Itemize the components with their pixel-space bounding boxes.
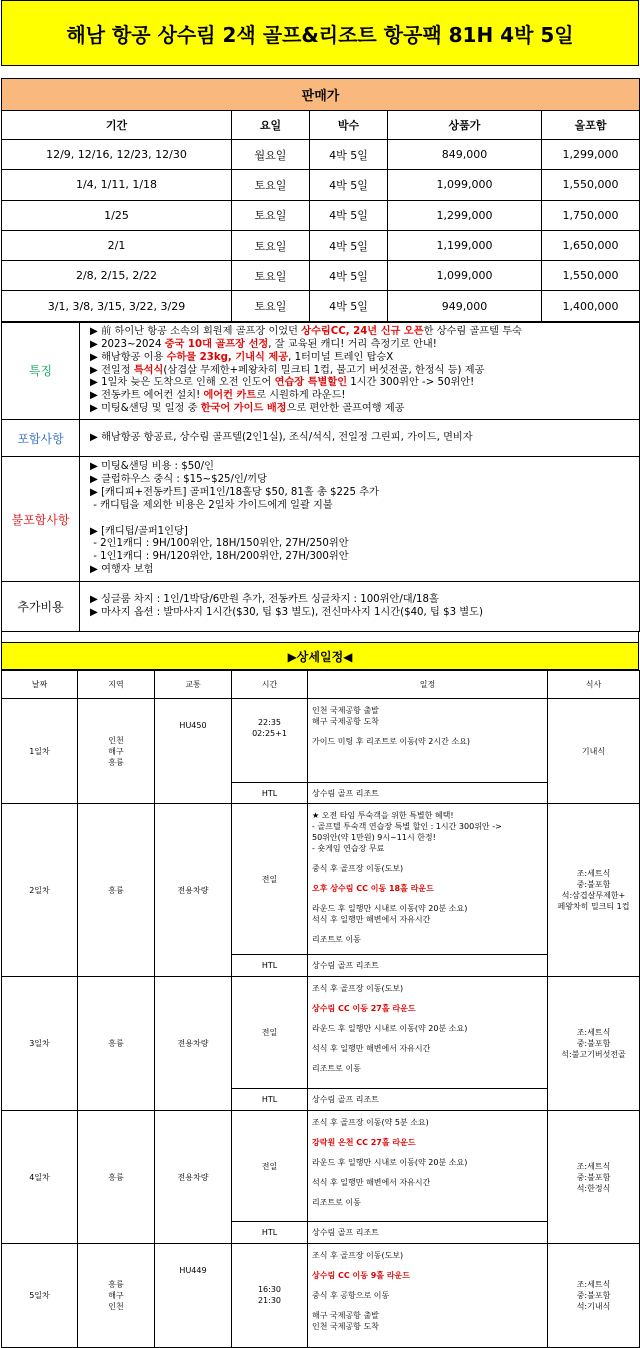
price-cell: 1,400,000 [542,291,640,321]
itinerary-transport: HU449 [155,1244,232,1348]
extra-line: ▶ 마사지 옵션 : 발마사지 1시간($30, 팁 $3 별도), 전신마사지 1시간($40, 팁 $3 별도) [90,606,483,618]
itinerary-column-header: 식사 [548,671,640,699]
price-cell: 토요일 [232,200,310,230]
excluded-line [90,513,633,526]
schedule-item: 석식 후 일행만 해변에서 자유시간 [312,1044,431,1054]
itinerary-transport: 전용차량 [155,1111,232,1244]
extra-line: ▶ 싱글룸 차지 : 1인/1박당/6만원 추가, 전동카트 싱글차지 : 100위안/대/18홀 [90,593,439,605]
feature-text: ▶ 1일차 늦은 도착으로 인해 오전 인도어 [90,377,275,389]
itinerary-column-header: 일정 [308,671,548,699]
schedule-item: 상수림 CC 이동 9홀 라운드 [312,1271,411,1281]
feature-highlight: 특석식 [133,364,164,376]
itinerary-schedule [308,977,548,1089]
feature-line [90,326,633,339]
itinerary-schedule [308,804,548,955]
itinerary-day: 3일차 [2,977,78,1111]
features-list [80,322,640,419]
itinerary-meal: 조:세트식 중:불포함 석:기내식 [548,1244,640,1348]
hotel-label: HTL [232,955,308,977]
itinerary-day: 1일차 [2,699,78,804]
price-row [2,291,640,321]
itinerary-transport: 전용차량 [155,804,232,977]
schedule-item: 인천 국제공항 출발 해구 국제공항 도착 [312,706,379,727]
feature-highlight: 상수림CC, 24년 신규 오픈 [301,325,424,337]
extra-list [80,582,640,632]
excluded-line: - 1인1캐디 : 9H/120위안, 18H/200위안, 27H/300위안 [90,551,349,563]
price-row [2,140,640,170]
price-cell: 12/9, 12/16, 12/23, 12/30 [2,140,232,170]
price-cell: 1,099,000 [388,170,542,200]
feature-line [90,377,633,390]
price-cell: 1,299,000 [542,140,640,170]
feature-highlight: 에어컨 카트 [203,390,257,402]
excluded-line: ▶ [캐디피+전동카트] 골퍼1인/18홀당 $50, 81홀 총 $225 추가 [90,486,379,498]
price-cell: 토요일 [232,170,310,200]
schedule-item: 조식 후 골프장 이동(약 5분 소요) [312,1118,429,1128]
price-cell: 4박 5일 [310,140,388,170]
price-row [2,170,640,200]
price-cell: 1,099,000 [388,261,542,291]
price-cell: 2/8, 2/15, 2/22 [2,261,232,291]
feature-text: ▶ 전동카트 에어컨 설치! [90,390,204,402]
feature-line [90,365,633,378]
itinerary-meal: 조:세트식 중:불포함 석:한정식 [548,1111,640,1244]
price-column-header: 상품가 [388,111,542,140]
schedule-item: 오후 상수림 CC 이동 18홀 라운드 [312,884,434,894]
itinerary-schedule [308,1111,548,1222]
hotel-label: HTL [232,783,308,804]
itinerary-region: 흥륭 [78,977,155,1111]
feature-text: ▶ 2023~2024 [90,338,165,350]
feature-text: ▶ 해남항공 이용 [90,351,167,363]
price-cell: 토요일 [232,230,310,260]
price-cell: 2/1 [2,230,232,260]
schedule-item: 중식 후 골프장 이동(도보) [312,864,404,874]
feature-text: ▶ 전일정 [90,364,134,376]
itinerary-schedule [308,1244,548,1348]
price-row [2,200,640,230]
itinerary-schedule [308,699,548,783]
schedule-item: 라운드 후 일행만 시내로 이동(약 20분 소요) 석식 후 일행만 해변에서 자유시간 [312,904,468,925]
feature-text: (삼겹살 무제한+페왕차히 밀크티 1컵, 불고기 버섯전골, 한정식 등) 제공 [163,364,485,376]
page [1,0,639,1348]
hotel-name: 상수림 골프 리조트 [308,1222,548,1244]
itinerary-day-row [2,977,640,1089]
feature-text: , 1터미널 트레인 탑승X [288,351,394,363]
schedule-item: 리조트로 이동 [312,1064,361,1074]
itinerary-time: 16:30 21:30 [232,1244,308,1348]
included-label: 포함사항 [2,420,80,457]
itinerary-day-row [2,699,640,783]
excluded-line: ▶ [캐디팁/골퍼1인당] [90,525,188,537]
itinerary-meal: 조:세트식 중:불포함 석:삼겹살무제한+ 페왕차히 밀크티 1컵 [548,804,640,977]
price-cell: 4박 5일 [310,291,388,321]
feature-line [90,352,633,365]
feature-highlight: 연습장 특별할인 [274,377,348,389]
schedule-item: 조식 후 골프장 이동(도보) [312,1251,404,1261]
price-cell: 949,000 [388,291,542,321]
price-cell: 1,750,000 [542,200,640,230]
price-cell: 1,550,000 [542,261,640,291]
itinerary-day-row [2,1244,640,1348]
spacer [1,66,639,78]
info-table [1,322,640,632]
feature-text: ▶ 前 하이난 항공 소속의 회원제 골프장 이었던 [90,325,302,337]
schedule-item: 중식 후 공항으로 이동 [312,1291,390,1301]
itinerary-time: 22:35 02:25+1 [232,699,308,783]
schedule-item: 해구 국제공항 출발 인천 국제공항 도착 [312,1311,379,1332]
extra-label: 추가비용 [2,582,80,632]
excluded-line: ▶ 미팅&샌딩 비용 : $50/인 [90,461,214,473]
price-cell: 4박 5일 [310,261,388,291]
price-table [1,78,640,322]
price-column-header: 박수 [310,111,388,140]
features-label: 특징 [2,322,80,419]
itinerary-transport: HU450 [155,699,232,804]
feature-highlight: 중국 10대 골프장 선정 [164,338,269,350]
feature-highlight: 수하물 23kg, 기내식 제공 [166,351,289,363]
feature-line [90,403,633,416]
itinerary-day-row [2,1111,640,1222]
itinerary-time: 전일 [232,804,308,955]
price-cell: 월요일 [232,140,310,170]
itinerary-meal: 조:세트식 중:불포함 석:불고기버섯전골 [548,977,640,1111]
hotel-name: 상수림 골프 리조트 [308,1089,548,1111]
schedule-item: 리조트로 이동 [312,935,361,945]
schedule-item: 상수림 CC 이동 27홀 라운드 [312,1004,416,1014]
price-column-header: 기간 [2,111,232,140]
feature-text: 으로 편안한 골프여행 제공 [286,403,405,415]
schedule-item: 강락원 온천 CC 27홀 라운드 [312,1138,416,1148]
price-cell: 1/25 [2,200,232,230]
excluded-line: - 2인1캐디 : 9H/100위안, 18H/150위안, 27H/250위안 [90,538,349,550]
price-column-header: 올포함 [542,111,640,140]
hotel-name: 상수림 골프 리조트 [308,955,548,977]
schedule-item: ★ 오전 타임 투숙객을 위한 특별한 혜택! - 골프텔 투숙객 연습장 특별 할인 : 1시간 300위안 -> 50위안(약 1만원) 9시~11시 한정! - 숏게임 연습장 무료 [312,811,502,854]
itinerary-column-header: 지역 [78,671,155,699]
itinerary-day: 5일차 [2,1244,78,1348]
price-cell: 1,550,000 [542,170,640,200]
excluded-list [80,457,640,582]
excluded-label: 불포함사항 [2,457,80,582]
itinerary-region: 인천 해구 흥륭 [78,699,155,804]
feature-text: , 잘 교육된 캐디! 거리 측정기로 안내! [268,338,437,350]
price-cell: 849,000 [388,140,542,170]
price-cell: 1,650,000 [542,230,640,260]
feature-line [90,339,633,352]
itinerary-transport: 전용차량 [155,977,232,1111]
price-cell: 토요일 [232,261,310,291]
schedule-item: 가이드 미팅 후 리조트로 이동(약 2시간 소요) [312,737,470,747]
price-cell: 4박 5일 [310,200,388,230]
price-cell: 4박 5일 [310,230,388,260]
itinerary-meal: 기내식 [548,699,640,804]
itinerary-day-row [2,804,640,955]
price-cell: 4박 5일 [310,170,388,200]
itinerary-time: 전일 [232,1111,308,1222]
page-title: 해남 항공 상수림 2색 골프&리조트 항공팩 81H 4박 5일 [1,0,639,66]
itinerary-column-header: 교통 [155,671,232,699]
excluded-line: ▶ 클럽하우스 중식 : $15~$25/인/끼당 [90,473,267,485]
itinerary-column-header: 날짜 [2,671,78,699]
feature-text: 로 시원하게 라운드! [256,390,346,402]
hotel-name: 상수림 골프 리조트 [308,783,548,804]
schedule-item: 라운드 후 일행만 시내로 이동(약 20분 소요) [312,1158,468,1168]
price-cell: 1,199,000 [388,230,542,260]
price-header: 판매가 [2,79,640,111]
excluded-line: - 캐디팁을 제외한 비용은 2일차 가이드에게 일괄 지불 [90,499,333,511]
feature-highlight: 한국어 가이드 배정 [200,403,287,415]
price-cell: 1/4, 1/11, 1/18 [2,170,232,200]
hotel-label: HTL [232,1222,308,1244]
itinerary-column-header: 시간 [232,671,308,699]
hotel-label: HTL [232,1089,308,1111]
itinerary-region: 흥륭 [78,804,155,977]
excluded-line: ▶ 여행자 보험 [90,564,154,576]
itinerary-day: 2일차 [2,804,78,977]
itinerary-time: 전일 [232,977,308,1089]
price-column-header: 요일 [232,111,310,140]
schedule-item: 라운드 후 일행만 시내로 이동(약 20분 소요) [312,1024,468,1034]
included-text: ▶ 해남항공 항공료, 상수림 골프텔(2인1실), 조식/석식, 전일정 그린피, 가이드, 면비자 [80,420,640,457]
itinerary-table [1,670,640,1348]
feature-line [90,390,633,403]
price-cell: 1,299,000 [388,200,542,230]
itinerary-day: 4일차 [2,1111,78,1244]
feature-text: ▶ 미팅&샌딩 및 일정 중 [90,403,201,415]
spacer [1,632,639,642]
price-row [2,230,640,260]
feature-text: 1시간 300위안 -> 50위안! [347,377,475,389]
price-cell: 토요일 [232,291,310,321]
schedule-item: 석식 후 일행만 해변에서 자유시간 [312,1178,431,1188]
price-row [2,261,640,291]
itinerary-header: ▶상세일정◀ [1,642,639,670]
schedule-item: 리조트로 이동 [312,1198,361,1208]
itinerary-region: 흥륭 [78,1111,155,1244]
price-cell: 3/1, 3/8, 3/15, 3/22, 3/29 [2,291,232,321]
itinerary-region: 흥륭 해구 인천 [78,1244,155,1348]
schedule-item: 조식 후 골프장 이동(도보) [312,984,404,994]
feature-text: 한 상수림 골프텔 투숙 [423,325,522,337]
